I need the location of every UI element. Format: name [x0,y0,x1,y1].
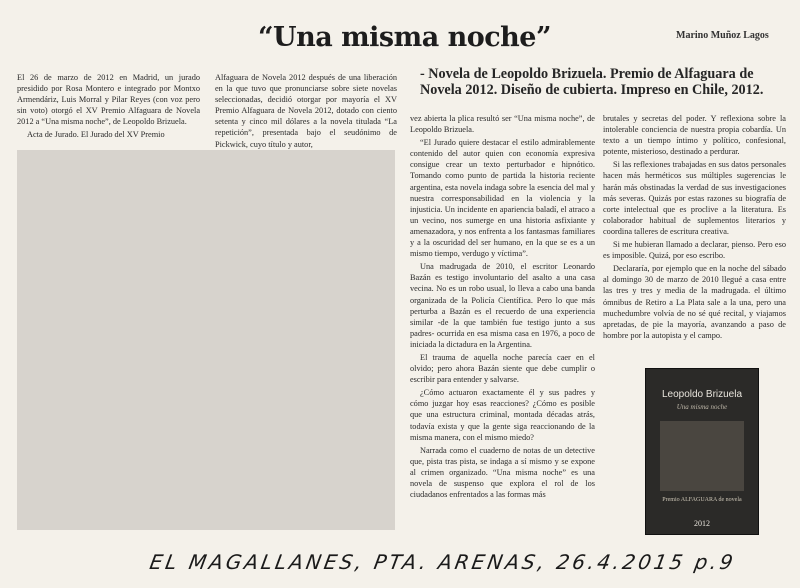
book-title: Una misma noche [676,403,728,411]
paragraph: brutales y secretas del poder. Y reflexiona sobre la intolerable conciencia de nuestra propia cobardía. Un texto a un tiempo íntimo y político, confesional, potente, misterioso, destinado a perdurar. [603,114,786,157]
article-author: Marino Muñoz Lagos [676,30,769,41]
paragraph: El trauma de aquella noche parecía caer en el olvido; pero ahora Bazán siente que debe cumplir o escribir para entender y salvarse. [410,352,595,385]
text-column-2 [215,72,397,150]
text-column-4 [603,113,786,363]
paragraph: Declararía, por ejemplo que en la noche del sábado al domingo 30 de marzo de 2010 llegué a casa entre las tres y tres y media de la madrugada. el último ómnibus de Retiro a La Plata sale a la una, pero una muchedumbre volvía de no sé qué recital, y viajamos apretadas, de pie la mayoría, avanzando a paso de hombre por la autopista y el campo. [603,264,786,340]
book-year: 2012 [694,519,710,528]
article-title: “Una misma noche” [258,22,552,53]
photo-placeholder [17,150,395,530]
paragraph: Si me hubieran llamado a declarar, pienso. Pero eso es imposible. Quizá, por eso escribo. [603,240,786,261]
paragraph: El 26 de marzo de 2012 en Madrid, un jurado presidido por Rosa Montero e integrado por Montxo Armendáriz, Luis Morral y Pilar Reyes (con voz pero sin voto) otorgó el XV Premio Alfaguara de Novela 2012 a “Una misma noche”, de Leopoldo Brizuela. [17,73,200,127]
book-cover-illustration [660,421,744,491]
paragraph: Acta de Jurado. El Jurado del XV Premio [27,130,165,140]
paragraph: ¿Cómo actuaron exactamente él y sus padres y cómo juzgar hoy esas reacciones? ¿Cómo es posible que una estructura criminal, montada décadas atrás, todavía exista y que la gente siga reaccionando de la misma manera, con el mismo miedo? [410,388,595,442]
text-column-3 [410,113,595,545]
paragraph: Una madrugada de 2010, el escritor Leonardo Bazán es testigo involuntario del asalto a una casa vecina. No es un robo usual, lo lleva a cabo una banda organizada de la Policía Científica. Pero lo que más perturba a Bazán es el recuerdo de una experiencia similar -de la que también fue testigo junto a sus padres- ocurrida en esa misma casa en 1976, a poco de iniciada la dictadura en la Argentina. [410,262,595,349]
paragraph: Alfaguara de Novela 2012 después de una liberación en la que tuvo que pronunciarse sobre siete novelas seleccionadas, decidió otorgar por mayoría el XV Premio Alfaguara de Novela 2012, dotado con ciento setenta y cinco mil dólares a la novela titulada “La repetición”, presentada bajo el seudónimo de Pickwick, cuyo título y autor, [215,73,397,149]
paragraph: Narrada como el cuaderno de notas de un detective que, pista tras pista, se indaga a sí mismo y se expone al crimen organizado. “Una misma noche” es una novela de suspenso que explora el rol de los ciudadanos enfrentados a las formas más [410,445,595,500]
text-column-1 [17,72,200,150]
article-headline: - Novela de Leopoldo Brizuela. Premio de Alfaguara de Novela 2012. Diseño de cubierta. Impreso en Chile, 2012. [420,66,764,98]
book-author: Leopoldo Brizuela [661,389,743,400]
handwritten-source-note: EL MAGALLANES, PTA. ARENAS, 26.4.2015 p.9 [147,550,738,574]
paragraph: Si las reflexiones trabajadas en sus datos personales hacen más herméticos sus múltiples sugerencias le harán más obstinadas la verdad de sus investigaciones más severas. Quizás por estas razones su biografía de corte intelectual que es proclive a la literatura. Es colaborador habitual de suplementos literarios y coordina talleres de escritura creativa. [603,160,786,236]
paragraph: “El Jurado quiere destacar el estilo admirablemente contenido del autor quien con economía expresiva consigue crear un texto perturbador e hipnótico. Tomando como punto de partida la historia reciente argentina, esta novela indaga sobre la esencia del mal y nuestra corresponsabilidad en la violencia y la injusticia. Un incidente en apariencia baladí, el atraco a un vecino, nos sumerge en una historia asfixiante y amenazadora, y nos enfrenta a los fantasmas familiares y a la oscuridad del ser humano, en la que se es a un mismo tiempo, verdugo y víctima”. [410,138,595,259]
book-cover-image [645,368,759,535]
paragraph: vez abierta la plica resultó ser “Una misma noche”, de Leopoldo Brizuela. [410,114,595,135]
book-prize: Premio ALFAGUARA de novela [662,497,742,503]
